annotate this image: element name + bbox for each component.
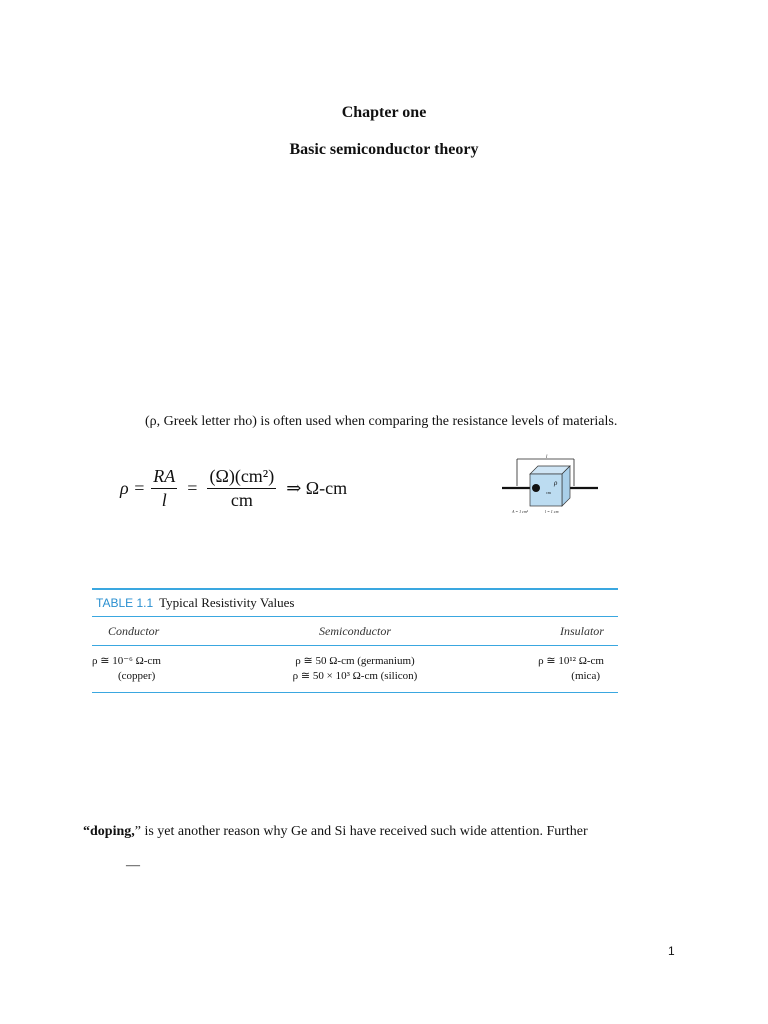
table-row bbox=[92, 646, 618, 692]
insulator-value: ρ ≅ 10¹² Ω-cm bbox=[538, 655, 604, 667]
conductor-value: ρ ≅ 10⁻⁶ Ω-cm bbox=[92, 655, 161, 667]
doping-text: ” is yet another reason why Ge and Si have received such wide attention. Further bbox=[134, 824, 588, 839]
formula-lhs: ρ = bbox=[120, 477, 146, 498]
table-title: Typical Resistivity Values bbox=[159, 595, 295, 610]
table-number: TABLE 1.1 bbox=[96, 596, 154, 610]
conductor-material: (copper) bbox=[118, 670, 156, 682]
semiconductor-germanium: ρ ≅ 50 Ω-cm (germanium) bbox=[295, 655, 415, 667]
cell-semiconductor bbox=[267, 654, 442, 684]
table-caption bbox=[92, 590, 618, 616]
cube-cm-label: cm bbox=[546, 490, 551, 495]
chapter-title: Chapter one bbox=[341, 104, 427, 121]
contact-dot bbox=[532, 484, 540, 492]
formula-frac2-numerator: (Ω)(cm²) bbox=[207, 467, 276, 489]
resistivity-table bbox=[92, 588, 618, 693]
formula-result: ⇒ Ω-cm bbox=[286, 477, 348, 498]
length-label: l = 1 cm bbox=[545, 509, 559, 514]
dash-line: — bbox=[126, 858, 140, 873]
table-header-row bbox=[92, 617, 618, 645]
resistivity-cube-diagram bbox=[502, 452, 598, 518]
table-bottom-rule bbox=[92, 692, 618, 693]
dimension-label-l: l bbox=[546, 455, 548, 460]
area-label: A = 1 cm² bbox=[512, 509, 528, 514]
doping-paragraph bbox=[83, 824, 588, 840]
header-insulator: Insulator bbox=[559, 623, 604, 638]
formula-fraction-units bbox=[207, 467, 276, 510]
formula-frac1-numerator: RA bbox=[151, 467, 177, 489]
cell-conductor bbox=[92, 654, 267, 684]
cell-insulator bbox=[443, 654, 618, 684]
doping-term: “doping, bbox=[83, 824, 135, 839]
resistivity-formula bbox=[120, 462, 351, 514]
formula-frac1-denominator: l bbox=[161, 489, 167, 510]
semiconductor-silicon: ρ ≅ 50 × 10³ Ω-cm (silicon) bbox=[292, 670, 418, 682]
formula-fraction-ra-over-l bbox=[151, 467, 177, 510]
section-title: Basic semiconductor theory bbox=[289, 141, 479, 158]
formula-frac2-denominator: cm bbox=[230, 489, 253, 510]
cube-rho-label: ρ bbox=[554, 479, 558, 487]
insulator-material: (mica) bbox=[571, 670, 600, 682]
rho-intro-text: (ρ, Greek letter rho) is often used when comparing the resistance levels of materials. bbox=[145, 414, 618, 429]
formula-equals: = bbox=[187, 477, 198, 498]
header-semiconductor: Semiconductor bbox=[319, 623, 391, 638]
header-conductor: Conductor bbox=[108, 623, 160, 638]
page-number: 1 bbox=[668, 944, 675, 958]
